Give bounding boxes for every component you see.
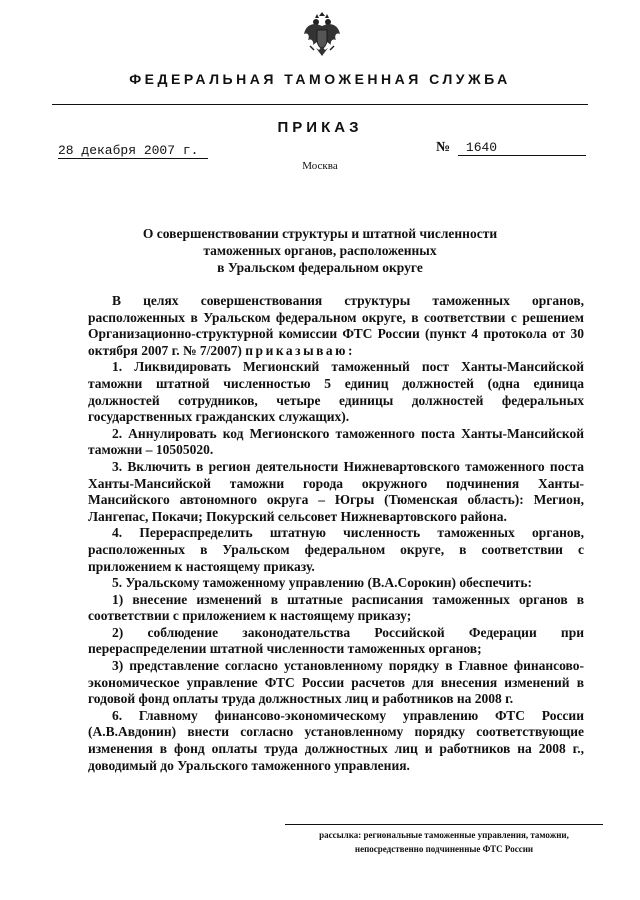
paragraph-5-2: 2) соблюдение законодательства Российской Федерации при перераспределении штатной численности таможенных органов; — [88, 624, 584, 657]
paragraph-4: 4. Перераспределить штатную численность таможенных органов, расположенных в Уральском федеральном округе, в соответствии с приложением к настоящему приказу. — [88, 525, 584, 574]
intro-text: В целях совершенствования структуры таможенных органов, расположенных в Уральском федеральном округе, в соответствии с решением Организационно-структурной комиссии ФТС России (пункт 4 протокола от 30 октября 2007 г. № 7/2007) — [88, 293, 584, 358]
number-sign: № — [436, 140, 451, 155]
document-date: 28 декабря 2007 г. — [58, 143, 208, 159]
agency-name: ФЕДЕРАЛЬНАЯ ТАМОЖЕННАЯ СЛУЖБА — [129, 71, 511, 87]
document-body — [88, 293, 584, 774]
paragraph-5-1: 1) внесение изменений в штатные расписания таможенных органов в соответствии с приложением к настоящему приказу; — [88, 591, 584, 624]
double-headed-eagle-emblem-icon — [302, 12, 342, 62]
paragraph-2: 2. Аннулировать код Мегионского таможенного поста Ханты-Мансийской таможни – 10505020. — [88, 425, 584, 458]
intro-paragraph — [88, 293, 584, 359]
order-word: приказываю: — [245, 342, 355, 358]
paragraph-6: 6. Главному финансово-экономическому управлению ФТС России (А.В.Авдонин) внести согласно установленному порядку соответствующие изменения в фонд оплаты труда должностных лиц и работников на 2008 г., доводимый до Уральского таможенного управления. — [88, 707, 584, 773]
document-type: ПРИКАЗ — [277, 119, 363, 136]
paragraph-5: 5. Уральскому таможенному управлению (В.А.Сорокин) обеспечить: — [112, 575, 532, 591]
title-line-3: в Уральском федеральном округе — [217, 260, 423, 275]
title-line-2: таможенных органов, расположенных — [203, 243, 437, 258]
distribution-line-2: непосредственно подчиненные ФТС России — [354, 844, 534, 854]
document-title — [0, 225, 640, 276]
distribution-list — [285, 828, 603, 856]
document-city: Москва — [302, 160, 338, 172]
paragraph-1: 1. Ликвидировать Мегионский таможенный пост Ханты-Мансийской таможни штатной численностью 5 единиц должностей (одна единица должностей сотрудников, четыре единицы должностей федеральных государственных гражданских служащих). — [88, 359, 584, 425]
header-divider — [52, 104, 588, 105]
paragraph-5-3: 3) представление согласно установленному порядку в Главное финансово-экономическое управление ФТС России расчетов для внесения изменений в годовой фонд оплаты труда должностных лиц и работников на 2008 г. — [88, 658, 584, 707]
distribution-line-1: рассылка: региональные таможенные управления, таможни, — [319, 830, 569, 840]
title-line-1: О совершенствовании структуры и штатной численности — [142, 226, 498, 241]
document-number-block — [436, 140, 586, 156]
paragraph-3: 3. Включить в регион деятельности Нижневартовского таможенного поста Ханты-Мансийской таможни города окружного подчинения Ханты-Мансийского автономного округа – Югры (Тюменская область): Мегион, Лангепас, Покачи; Покурский сельсовет Нижневартовского района. — [88, 458, 584, 524]
document-number: 1640 — [458, 140, 586, 156]
distribution-divider — [285, 824, 603, 825]
